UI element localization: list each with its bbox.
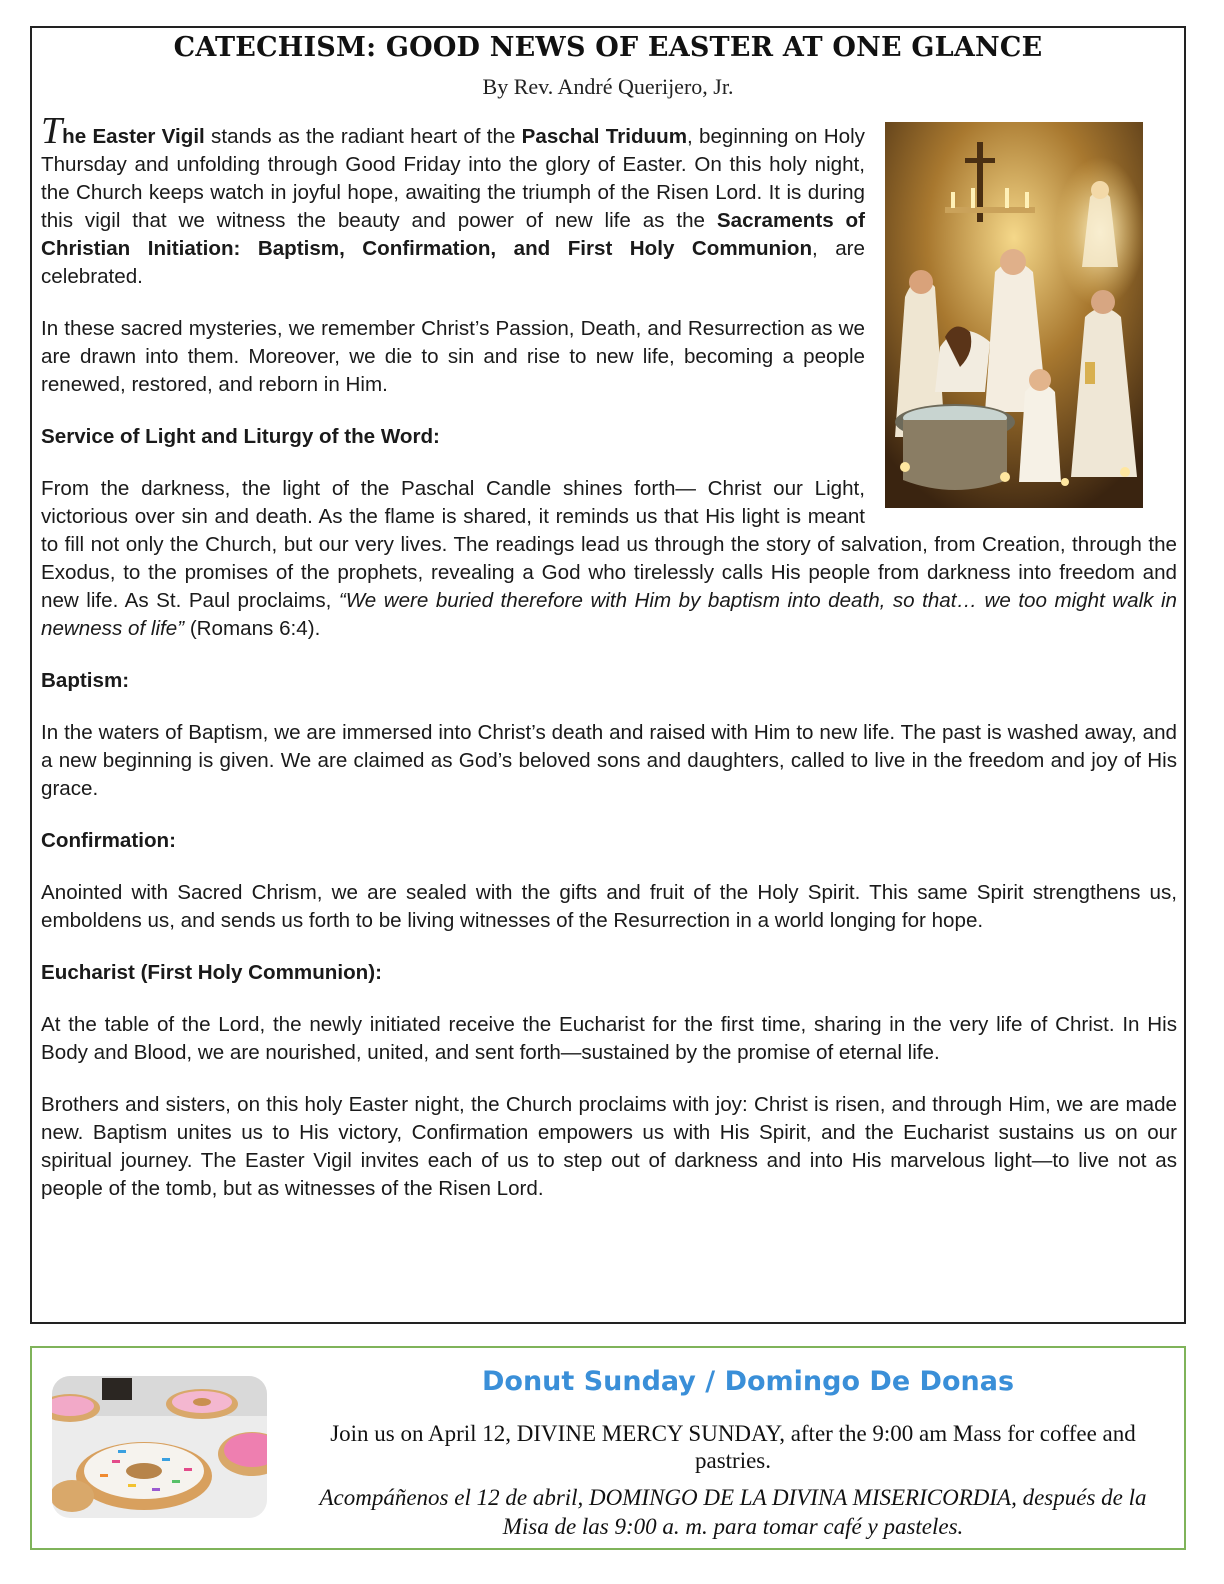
donuts-image <box>52 1376 267 1518</box>
drop-cap: T <box>41 110 63 152</box>
confirmation-paragraph: Anointed with Sacred Chrism, we are sealed with the gifts and fruit of the Holy Spirit. This same Spirit strengthens us, emboldens us, and sends us forth to be living witnesses of the Resurrection in a world longing for hope. <box>41 881 1177 932</box>
closing-paragraph: Brothers and sisters, on this holy Easter night, the Church proclaims with joy: Christ is risen, and through Him, we are made new. Baptism unites us to His victory, Confirmation empowers us with His Spirit, and the Eucharist sustains us on our spiritual journey. The Easter Vigil invites each of us to step out of darkness and into His marvelous light—to live not as people of the tomb, but as witnesses of the Risen Lord. <box>41 1093 1177 1200</box>
heading-service-of-light: Service of Light and Liturgy of the Word: <box>41 425 440 448</box>
light-text-2: (Romans 6:4). <box>184 617 321 640</box>
easter-vigil-image <box>885 122 1143 508</box>
intro-text-2: , beginning on Holy Thursday and unfolding through Good Friday into the glory of Easter. On this holy night, the Church keeps watch in joyful hope, awaiting the triumph of the Risen Lord. It is during this vigil that we witness the beauty and power of new life as the <box>41 125 865 232</box>
heading-confirmation: Confirmation: <box>41 829 176 852</box>
heading-eucharist: Eucharist (First Holy Communion): <box>41 961 382 984</box>
donut-sunday-box <box>30 1346 1186 1550</box>
intro-text-3: , are celebrated. <box>41 237 865 288</box>
intro-bold-easter-vigil: he Easter Vigil <box>62 125 205 148</box>
romans-quote: “We were buried therefore with Him by baptism into death, so that… we too might walk in newness of life” <box>41 589 1177 640</box>
intro-text-1: stands as the radiant heart of the <box>204 125 522 148</box>
intro-bold-paschal-triduum: Paschal Triduum <box>521 125 688 148</box>
eucharist-paragraph: At the table of the Lord, the newly initiated receive the Eucharist for the first time, sharing in the very life of Christ. In His Body and Blood, we are nourished, united, and sent forth—sustained by the promise of eternal life. <box>41 1013 1177 1064</box>
article-byline: By Rev. André Querijero, Jr. <box>482 74 734 99</box>
heading-baptism: Baptism: <box>41 669 130 692</box>
article-body <box>41 112 1177 1203</box>
baptism-paragraph: In the waters of Baptism, we are immersed into Christ’s death and raised with Him to new life. The past is washed away, and a new beginning is given. We are claimed as God’s beloved sons and daughters, called to live in the freedom and joy of His grace. <box>41 721 1177 800</box>
intro-bold-sacraments: Sacraments of Christian Initiation: Baptism, Confirmation, and First Holy Communion <box>41 209 865 260</box>
donut-sunday-spanish: Acompáñenos el 12 de abril, DOMINGO DE LA DIVINA MISERICORDIA, después de la Misa de las 9:00 a. m. para tomar café y pasteles. <box>319 1485 1147 1539</box>
donut-sunday-title: Donut Sunday / Domingo De Donas <box>481 1366 1015 1397</box>
donut-sunday-english: Join us on April 12, DIVINE MERCY SUNDAY, after the 9:00 am Mass for coffee and pastries. <box>330 1421 1136 1473</box>
mysteries-paragraph: In these sacred mysteries, we remember Christ’s Passion, Death, and Resurrection as we are drawn into them. Moreover, we die to sin and rise to new life, becoming a people renewed, restored, and reborn in Him. <box>41 317 865 396</box>
catechism-article <box>30 26 1186 1324</box>
light-text-1: From the darkness, the light of the Paschal Candle shines forth— Christ our Light, victorious over sin and death. As the flame is shared, it reminds us that His light is meant to fill not only the Church, but our very lives. The readings lead us through the story of salvation, from Creation, through the Exodus, to the promises of the prophets, revealing a God who tirelessly calls His people from darkness into freedom and new life. As St. Paul proclaims, <box>41 477 1177 612</box>
article-title: CATECHISM: GOOD NEWS OF EASTER AT ONE GLANCE <box>173 32 1043 63</box>
